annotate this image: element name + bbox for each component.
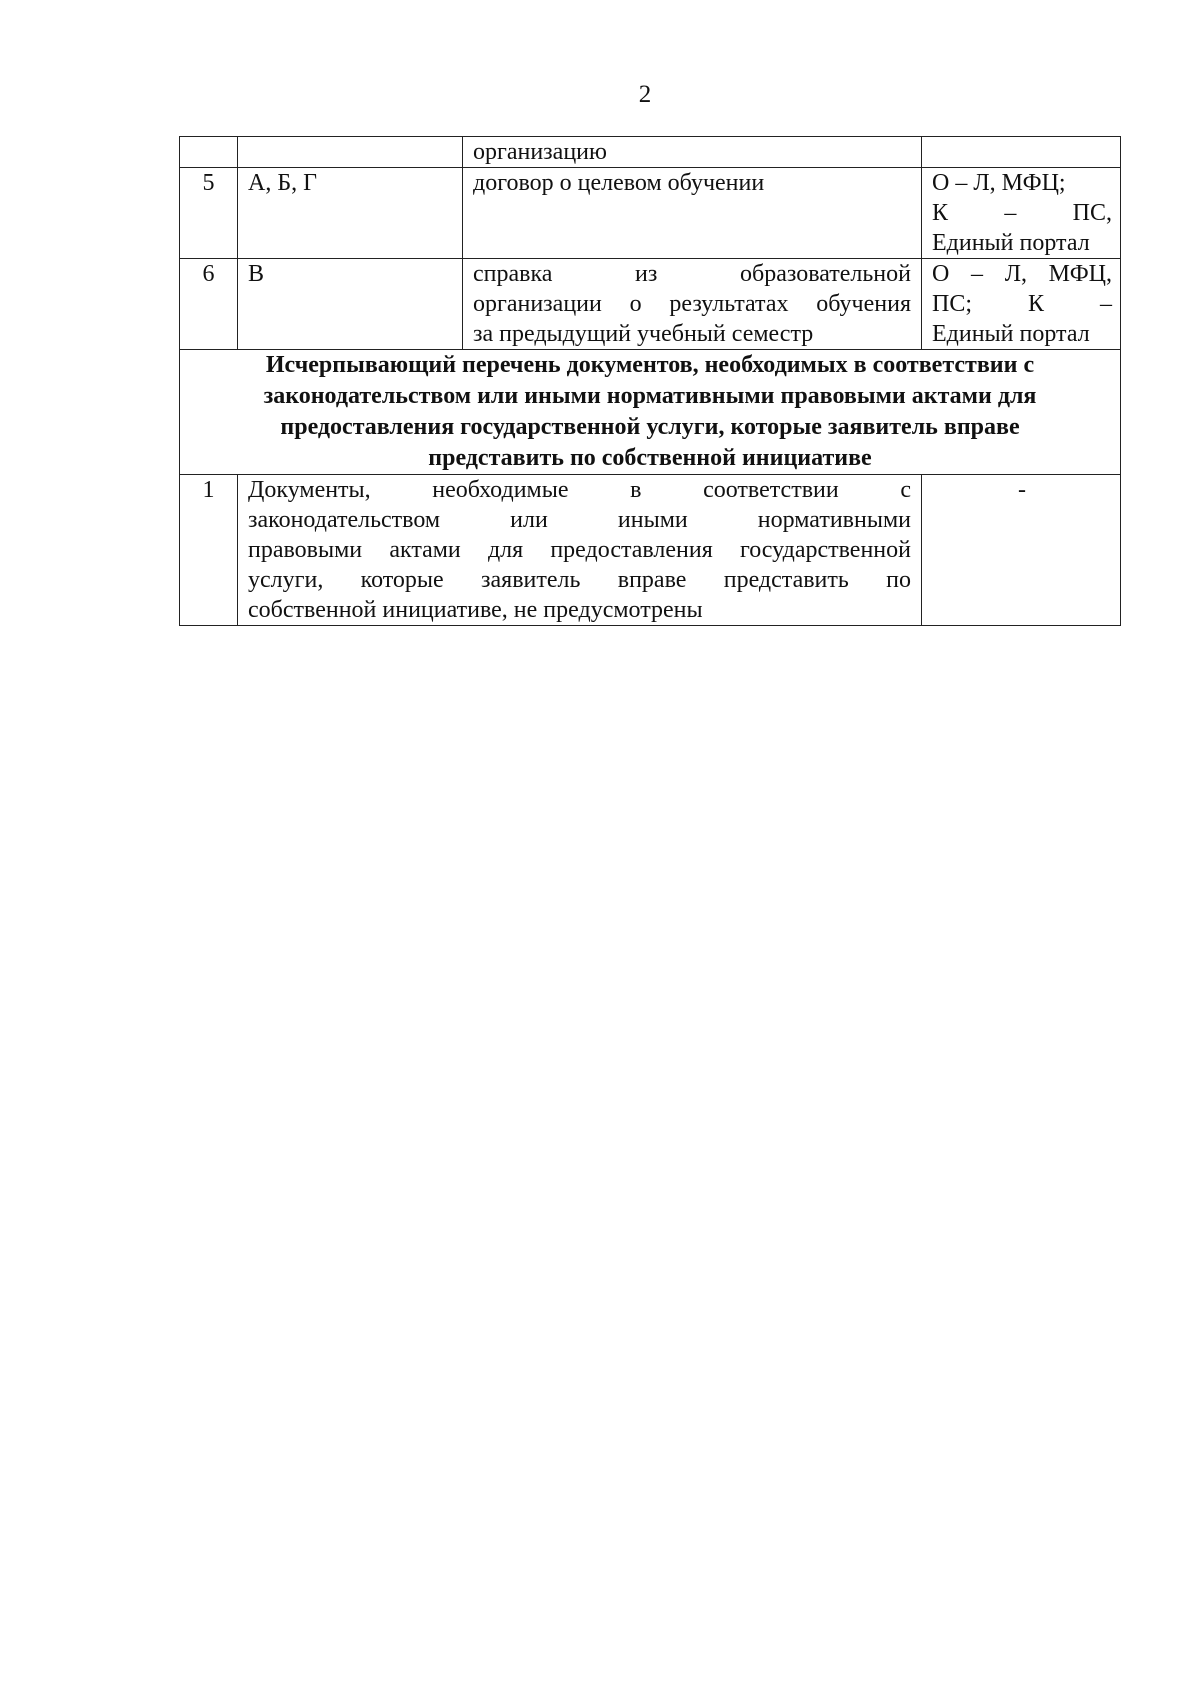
table-row-continued — [180, 137, 1121, 168]
category-cell: А, Б, Г — [238, 168, 463, 259]
document-line: услуги, которые заявитель вправе представить по — [248, 567, 911, 593]
document-line: собственной инициативе, не предусмотрены — [248, 597, 703, 623]
row-number-cell: 6 — [180, 259, 238, 350]
submission-way-line: О – Л, МФЦ; — [932, 170, 1066, 196]
submission-way-cell: - — [922, 475, 1121, 626]
section-heading — [180, 350, 1121, 475]
page-number: 2 — [638, 81, 652, 108]
submission-way-line: Единый портал — [932, 321, 1090, 347]
submission-way-line: О – Л, МФЦ, — [932, 261, 1112, 287]
document-line: договор о целевом обучении — [473, 170, 765, 196]
document-cell — [238, 475, 922, 626]
document-cell — [463, 168, 922, 259]
category-cell — [238, 137, 463, 168]
section-heading-row — [180, 350, 1121, 475]
row-number-cell: 5 — [180, 168, 238, 259]
document-line: справка из образовательной — [473, 261, 911, 287]
submission-way-cell — [922, 137, 1121, 168]
section-heading-line: представить по собственной инициативе — [428, 445, 872, 471]
table-row — [180, 475, 1121, 626]
document-cell — [463, 259, 922, 350]
document-line: за предыдущий учебный семестр — [473, 321, 814, 347]
section-heading-line: законодательством или иными нормативными правовыми актами для — [263, 383, 1037, 409]
submission-way-line: К – ПС, — [932, 200, 1112, 226]
section-heading-line: Исчерпывающий перечень документов, необходимых в соответствии с — [265, 352, 1035, 378]
submission-way-cell — [922, 168, 1121, 259]
document-line: правовыми актами для предоставления государственной — [248, 537, 911, 563]
document-line: законодательством или иными нормативными — [248, 507, 911, 533]
document-line: организацию — [473, 139, 607, 165]
table-row — [180, 259, 1121, 350]
submission-way-line: Единый портал — [932, 230, 1090, 256]
section-heading-line: предоставления государственной услуги, которые заявитель вправе — [280, 414, 1020, 440]
documents-table — [179, 136, 1121, 626]
table-row — [180, 168, 1121, 259]
document-line: организации о результатах обучения — [473, 291, 911, 317]
submission-way-line: ПС; К – — [932, 291, 1112, 317]
document-line: Документы, необходимые в соответствии с — [248, 477, 911, 503]
submission-way-cell — [922, 259, 1121, 350]
row-number-cell: 1 — [180, 475, 238, 626]
document-cell — [463, 137, 922, 168]
row-number-cell — [180, 137, 238, 168]
category-cell: В — [238, 259, 463, 350]
